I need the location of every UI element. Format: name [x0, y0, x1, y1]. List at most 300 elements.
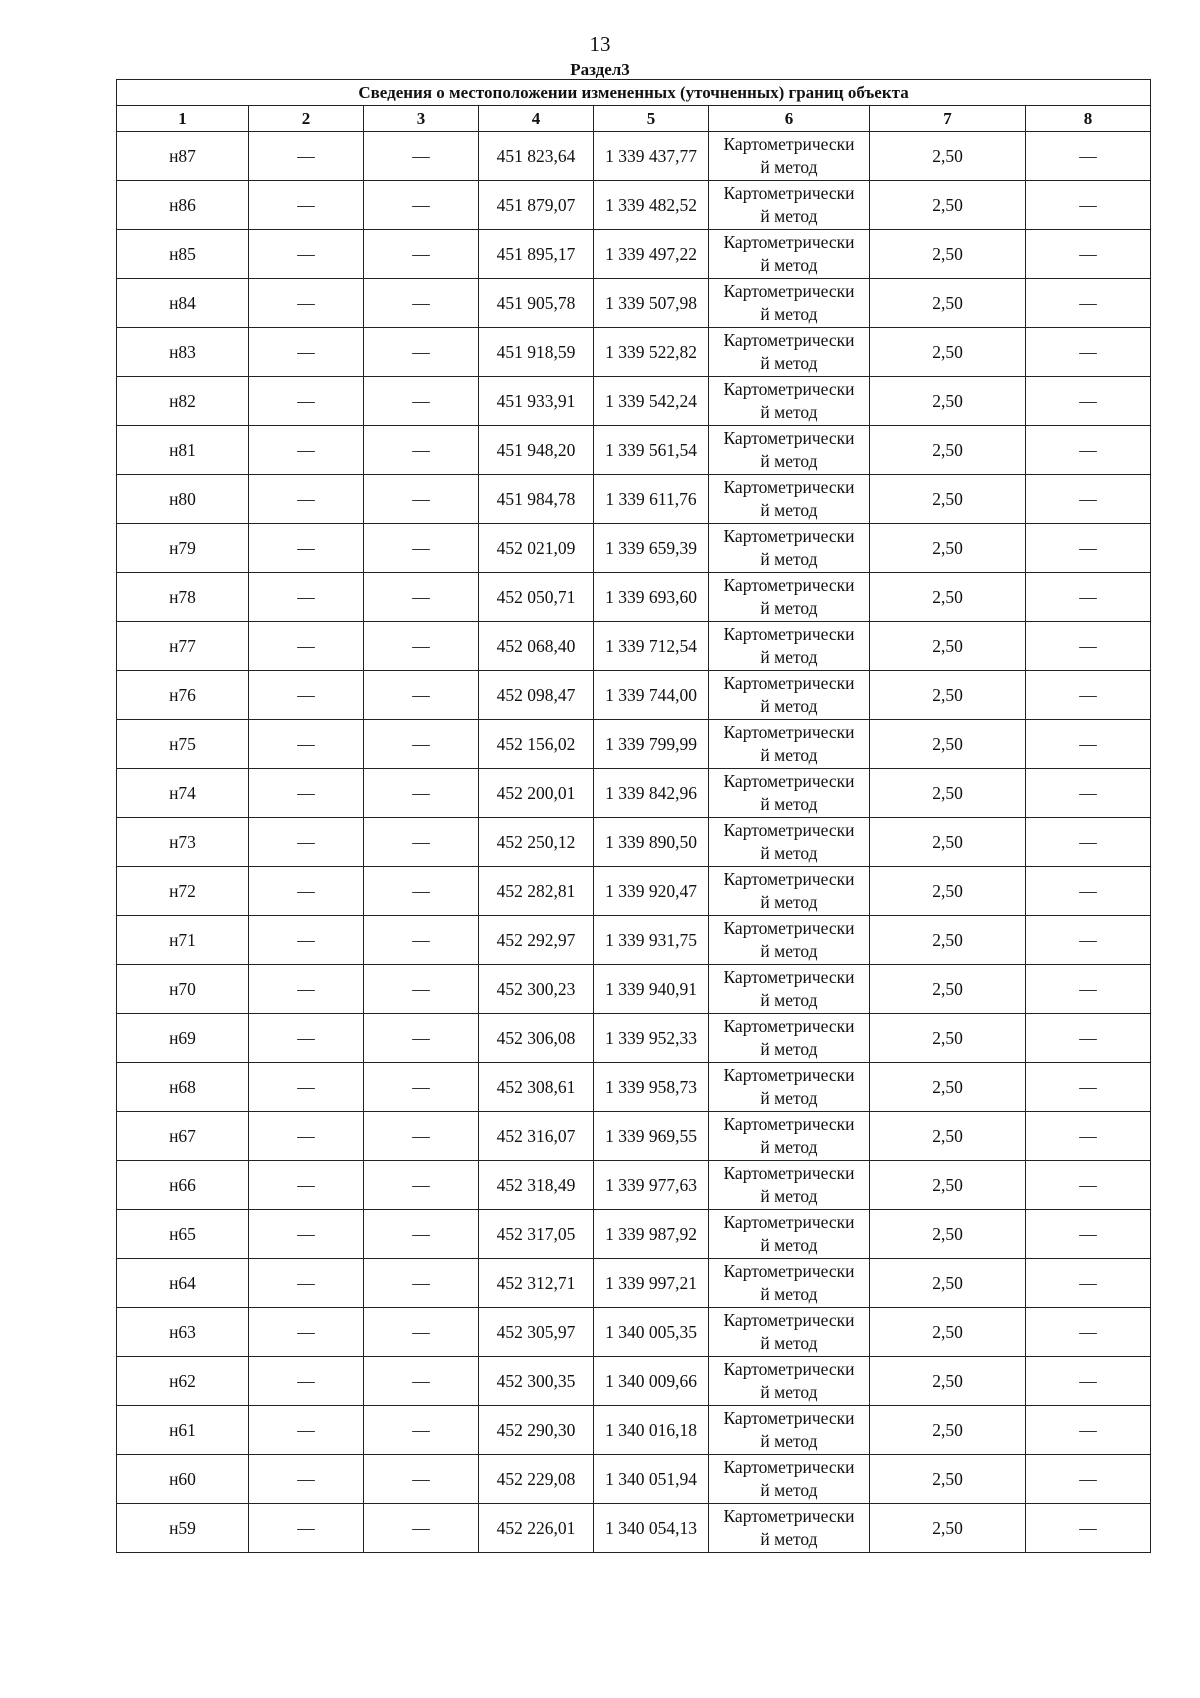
- table-row: [117, 818, 1151, 867]
- accuracy-cell: 2,50: [870, 769, 1026, 818]
- method-cell: [709, 1406, 870, 1455]
- table-row: [117, 475, 1151, 524]
- x-coordinate-cell: 452 229,08: [479, 1455, 594, 1504]
- y-coordinate-cell: 1 339 958,73: [594, 1063, 709, 1112]
- method-cell: [709, 377, 870, 426]
- x-coordinate-cell: 451 984,78: [479, 475, 594, 524]
- point-id-cell: н64: [117, 1259, 249, 1308]
- method-line: й метод: [760, 1480, 818, 1500]
- method-cell: [709, 1063, 870, 1112]
- x-coordinate-cell: 452 312,71: [479, 1259, 594, 1308]
- method-cell: [709, 328, 870, 377]
- y-coordinate-cell: 1 339 611,76: [594, 475, 709, 524]
- method-line: Картометрически: [723, 1016, 855, 1036]
- method-line: й метод: [760, 1284, 818, 1304]
- table-caption: Сведения о местоположении измененных (уточненных) границ объекта: [117, 80, 1151, 106]
- accuracy-cell: 2,50: [870, 1308, 1026, 1357]
- method-cell: [709, 279, 870, 328]
- method-line: й метод: [760, 696, 818, 716]
- col3-cell: —: [364, 1357, 479, 1406]
- x-coordinate-cell: 452 292,97: [479, 916, 594, 965]
- method-line: Картометрически: [723, 1114, 855, 1134]
- accuracy-cell: 2,50: [870, 573, 1026, 622]
- y-coordinate-cell: 1 339 482,52: [594, 181, 709, 230]
- boundary-coordinates-table: [116, 79, 1151, 1553]
- col2-cell: —: [249, 916, 364, 965]
- accuracy-cell: 2,50: [870, 867, 1026, 916]
- col2-cell: —: [249, 671, 364, 720]
- col3-cell: —: [364, 720, 479, 769]
- table-row: [117, 1504, 1151, 1553]
- method-line: й метод: [760, 1186, 818, 1206]
- col8-cell: —: [1026, 1112, 1151, 1161]
- method-line: й метод: [760, 647, 818, 667]
- col3-cell: —: [364, 475, 479, 524]
- column-number-2: 2: [249, 106, 364, 132]
- table-row: [117, 230, 1151, 279]
- col8-cell: —: [1026, 622, 1151, 671]
- y-coordinate-cell: 1 339 997,21: [594, 1259, 709, 1308]
- accuracy-cell: 2,50: [870, 328, 1026, 377]
- method-line: Картометрически: [723, 477, 855, 497]
- point-id-cell: н85: [117, 230, 249, 279]
- x-coordinate-cell: 452 308,61: [479, 1063, 594, 1112]
- method-cell: [709, 769, 870, 818]
- point-id-cell: н75: [117, 720, 249, 769]
- accuracy-cell: 2,50: [870, 1063, 1026, 1112]
- method-cell: [709, 1161, 870, 1210]
- x-coordinate-cell: 452 282,81: [479, 867, 594, 916]
- col8-cell: —: [1026, 671, 1151, 720]
- table-row: [117, 1014, 1151, 1063]
- col2-cell: —: [249, 867, 364, 916]
- point-id-cell: н78: [117, 573, 249, 622]
- method-line: Картометрически: [723, 1212, 855, 1232]
- method-line: Картометрически: [723, 1261, 855, 1281]
- column-number-1: 1: [117, 106, 249, 132]
- method-line: й метод: [760, 598, 818, 618]
- col2-cell: —: [249, 279, 364, 328]
- method-line: Картометрически: [723, 1506, 855, 1526]
- method-line: й метод: [760, 255, 818, 275]
- table-row: [117, 426, 1151, 475]
- section-title: Раздел3: [570, 60, 630, 79]
- col3-cell: —: [364, 181, 479, 230]
- col3-cell: —: [364, 916, 479, 965]
- col3-cell: —: [364, 1455, 479, 1504]
- method-line: й метод: [760, 941, 818, 961]
- x-coordinate-cell: 452 050,71: [479, 573, 594, 622]
- accuracy-cell: 2,50: [870, 279, 1026, 328]
- point-id-cell: н67: [117, 1112, 249, 1161]
- y-coordinate-cell: 1 340 016,18: [594, 1406, 709, 1455]
- method-line: й метод: [760, 1333, 818, 1353]
- method-line: й метод: [760, 402, 818, 422]
- table-row: [117, 1161, 1151, 1210]
- accuracy-cell: 2,50: [870, 524, 1026, 573]
- col8-cell: —: [1026, 573, 1151, 622]
- table-row: [117, 622, 1151, 671]
- method-cell: [709, 1259, 870, 1308]
- point-id-cell: н73: [117, 818, 249, 867]
- method-line: й метод: [760, 500, 818, 520]
- col2-cell: —: [249, 1259, 364, 1308]
- x-coordinate-cell: 452 098,47: [479, 671, 594, 720]
- col8-cell: —: [1026, 230, 1151, 279]
- col8-cell: —: [1026, 1357, 1151, 1406]
- method-line: Картометрически: [723, 232, 855, 252]
- col2-cell: —: [249, 1014, 364, 1063]
- col2-cell: —: [249, 1455, 364, 1504]
- y-coordinate-cell: 1 339 987,92: [594, 1210, 709, 1259]
- accuracy-cell: 2,50: [870, 377, 1026, 426]
- table-row: [117, 1063, 1151, 1112]
- page-number: 13: [589, 32, 611, 56]
- x-coordinate-cell: 452 317,05: [479, 1210, 594, 1259]
- method-line: й метод: [760, 1431, 818, 1451]
- x-coordinate-cell: 452 318,49: [479, 1161, 594, 1210]
- x-coordinate-cell: 451 823,64: [479, 132, 594, 181]
- method-cell: [709, 818, 870, 867]
- col8-cell: —: [1026, 1308, 1151, 1357]
- col8-cell: —: [1026, 475, 1151, 524]
- col3-cell: —: [364, 524, 479, 573]
- column-number-8: 8: [1026, 106, 1151, 132]
- method-line: Картометрически: [723, 134, 855, 154]
- point-id-cell: н62: [117, 1357, 249, 1406]
- accuracy-cell: 2,50: [870, 965, 1026, 1014]
- method-line: Картометрически: [723, 820, 855, 840]
- method-line: Картометрически: [723, 330, 855, 350]
- y-coordinate-cell: 1 339 693,60: [594, 573, 709, 622]
- point-id-cell: н87: [117, 132, 249, 181]
- col3-cell: —: [364, 769, 479, 818]
- method-line: й метод: [760, 451, 818, 471]
- y-coordinate-cell: 1 339 712,54: [594, 622, 709, 671]
- col2-cell: —: [249, 1308, 364, 1357]
- col3-cell: —: [364, 867, 479, 916]
- point-id-cell: н83: [117, 328, 249, 377]
- table-row: [117, 720, 1151, 769]
- method-line: й метод: [760, 157, 818, 177]
- col3-cell: —: [364, 622, 479, 671]
- col8-cell: —: [1026, 1014, 1151, 1063]
- col3-cell: —: [364, 279, 479, 328]
- col2-cell: —: [249, 524, 364, 573]
- col2-cell: —: [249, 475, 364, 524]
- method-line: Картометрически: [723, 722, 855, 742]
- x-coordinate-cell: 451 905,78: [479, 279, 594, 328]
- point-id-cell: н65: [117, 1210, 249, 1259]
- table-row: [117, 132, 1151, 181]
- col8-cell: —: [1026, 1504, 1151, 1553]
- y-coordinate-cell: 1 339 744,00: [594, 671, 709, 720]
- column-number-4: 4: [479, 106, 594, 132]
- col2-cell: —: [249, 769, 364, 818]
- method-cell: [709, 230, 870, 279]
- table-row: [117, 279, 1151, 328]
- point-id-cell: н72: [117, 867, 249, 916]
- col3-cell: —: [364, 1308, 479, 1357]
- accuracy-cell: 2,50: [870, 181, 1026, 230]
- col3-cell: —: [364, 230, 479, 279]
- method-cell: [709, 1308, 870, 1357]
- y-coordinate-cell: 1 340 054,13: [594, 1504, 709, 1553]
- accuracy-cell: 2,50: [870, 132, 1026, 181]
- point-id-cell: н63: [117, 1308, 249, 1357]
- y-coordinate-cell: 1 339 977,63: [594, 1161, 709, 1210]
- y-coordinate-cell: 1 340 009,66: [594, 1357, 709, 1406]
- point-id-cell: н61: [117, 1406, 249, 1455]
- x-coordinate-cell: 452 306,08: [479, 1014, 594, 1063]
- col3-cell: —: [364, 328, 479, 377]
- method-line: й метод: [760, 1382, 818, 1402]
- method-line: Картометрически: [723, 1408, 855, 1428]
- col8-cell: —: [1026, 916, 1151, 965]
- table-row: [117, 1357, 1151, 1406]
- col8-cell: —: [1026, 1455, 1151, 1504]
- method-cell: [709, 1210, 870, 1259]
- x-coordinate-cell: 451 918,59: [479, 328, 594, 377]
- accuracy-cell: 2,50: [870, 818, 1026, 867]
- col3-cell: —: [364, 426, 479, 475]
- x-coordinate-cell: 452 156,02: [479, 720, 594, 769]
- point-id-cell: н71: [117, 916, 249, 965]
- col2-cell: —: [249, 1063, 364, 1112]
- accuracy-cell: 2,50: [870, 720, 1026, 769]
- y-coordinate-cell: 1 339 920,47: [594, 867, 709, 916]
- point-id-cell: н70: [117, 965, 249, 1014]
- x-coordinate-cell: 452 300,35: [479, 1357, 594, 1406]
- method-cell: [709, 965, 870, 1014]
- col2-cell: —: [249, 328, 364, 377]
- col2-cell: —: [249, 1210, 364, 1259]
- col2-cell: —: [249, 818, 364, 867]
- method-line: Картометрически: [723, 673, 855, 693]
- method-cell: [709, 524, 870, 573]
- accuracy-cell: 2,50: [870, 1504, 1026, 1553]
- table-row: [117, 1308, 1151, 1357]
- col8-cell: —: [1026, 867, 1151, 916]
- point-id-cell: н81: [117, 426, 249, 475]
- method-line: Картометрически: [723, 918, 855, 938]
- method-line: й метод: [760, 843, 818, 863]
- accuracy-cell: 2,50: [870, 1259, 1026, 1308]
- method-cell: [709, 1504, 870, 1553]
- y-coordinate-cell: 1 339 542,24: [594, 377, 709, 426]
- y-coordinate-cell: 1 339 497,22: [594, 230, 709, 279]
- column-number-row: [117, 106, 1151, 132]
- method-line: Картометрически: [723, 379, 855, 399]
- point-id-cell: н76: [117, 671, 249, 720]
- accuracy-cell: 2,50: [870, 1455, 1026, 1504]
- col2-cell: —: [249, 132, 364, 181]
- accuracy-cell: 2,50: [870, 1161, 1026, 1210]
- col8-cell: —: [1026, 1406, 1151, 1455]
- table-row: [117, 377, 1151, 426]
- col2-cell: —: [249, 377, 364, 426]
- method-cell: [709, 1112, 870, 1161]
- col8-cell: —: [1026, 769, 1151, 818]
- col2-cell: —: [249, 426, 364, 475]
- method-line: Картометрически: [723, 1163, 855, 1183]
- table-row: [117, 1112, 1151, 1161]
- x-coordinate-cell: 451 895,17: [479, 230, 594, 279]
- col2-cell: —: [249, 573, 364, 622]
- table-row: [117, 769, 1151, 818]
- point-id-cell: н82: [117, 377, 249, 426]
- accuracy-cell: 2,50: [870, 916, 1026, 965]
- x-coordinate-cell: 451 948,20: [479, 426, 594, 475]
- method-line: й метод: [760, 549, 818, 569]
- method-line: Картометрически: [723, 1065, 855, 1085]
- col3-cell: —: [364, 818, 479, 867]
- col8-cell: —: [1026, 524, 1151, 573]
- method-cell: [709, 1014, 870, 1063]
- col3-cell: —: [364, 1210, 479, 1259]
- x-coordinate-cell: 452 250,12: [479, 818, 594, 867]
- y-coordinate-cell: 1 339 842,96: [594, 769, 709, 818]
- method-line: Картометрически: [723, 428, 855, 448]
- method-cell: [709, 720, 870, 769]
- col8-cell: —: [1026, 279, 1151, 328]
- col8-cell: —: [1026, 965, 1151, 1014]
- col3-cell: —: [364, 1259, 479, 1308]
- col8-cell: —: [1026, 328, 1151, 377]
- method-line: й метод: [760, 1235, 818, 1255]
- method-line: й метод: [760, 353, 818, 373]
- y-coordinate-cell: 1 339 940,91: [594, 965, 709, 1014]
- accuracy-cell: 2,50: [870, 426, 1026, 475]
- method-cell: [709, 426, 870, 475]
- col2-cell: —: [249, 965, 364, 1014]
- method-line: Картометрически: [723, 575, 855, 595]
- method-line: Картометрически: [723, 967, 855, 987]
- col3-cell: —: [364, 1504, 479, 1553]
- col3-cell: —: [364, 132, 479, 181]
- point-id-cell: н84: [117, 279, 249, 328]
- column-number-3: 3: [364, 106, 479, 132]
- method-line: Картометрически: [723, 526, 855, 546]
- col8-cell: —: [1026, 720, 1151, 769]
- accuracy-cell: 2,50: [870, 475, 1026, 524]
- y-coordinate-cell: 1 339 799,99: [594, 720, 709, 769]
- point-id-cell: н59: [117, 1504, 249, 1553]
- x-coordinate-cell: 452 226,01: [479, 1504, 594, 1553]
- method-line: й метод: [760, 1039, 818, 1059]
- col2-cell: —: [249, 622, 364, 671]
- method-line: Картометрически: [723, 771, 855, 791]
- x-coordinate-cell: 451 879,07: [479, 181, 594, 230]
- y-coordinate-cell: 1 340 005,35: [594, 1308, 709, 1357]
- col2-cell: —: [249, 1406, 364, 1455]
- col3-cell: —: [364, 671, 479, 720]
- table-row: [117, 671, 1151, 720]
- method-cell: [709, 181, 870, 230]
- col8-cell: —: [1026, 1210, 1151, 1259]
- accuracy-cell: 2,50: [870, 1112, 1026, 1161]
- table-row: [117, 1406, 1151, 1455]
- method-line: й метод: [760, 1088, 818, 1108]
- col8-cell: —: [1026, 1161, 1151, 1210]
- col8-cell: —: [1026, 426, 1151, 475]
- x-coordinate-cell: 452 305,97: [479, 1308, 594, 1357]
- table-row: [117, 573, 1151, 622]
- point-id-cell: н79: [117, 524, 249, 573]
- y-coordinate-cell: 1 339 561,54: [594, 426, 709, 475]
- point-id-cell: н74: [117, 769, 249, 818]
- x-coordinate-cell: 452 300,23: [479, 965, 594, 1014]
- point-id-cell: н60: [117, 1455, 249, 1504]
- col3-cell: —: [364, 965, 479, 1014]
- y-coordinate-cell: 1 339 522,82: [594, 328, 709, 377]
- y-coordinate-cell: 1 339 890,50: [594, 818, 709, 867]
- col2-cell: —: [249, 181, 364, 230]
- accuracy-cell: 2,50: [870, 622, 1026, 671]
- table-row: [117, 1259, 1151, 1308]
- table-body: [117, 132, 1151, 1553]
- col3-cell: —: [364, 1063, 479, 1112]
- y-coordinate-cell: 1 339 507,98: [594, 279, 709, 328]
- col3-cell: —: [364, 573, 479, 622]
- method-cell: [709, 1455, 870, 1504]
- col3-cell: —: [364, 1014, 479, 1063]
- x-coordinate-cell: 452 290,30: [479, 1406, 594, 1455]
- x-coordinate-cell: 452 021,09: [479, 524, 594, 573]
- col8-cell: —: [1026, 377, 1151, 426]
- table-row: [117, 965, 1151, 1014]
- col2-cell: —: [249, 230, 364, 279]
- y-coordinate-cell: 1 339 969,55: [594, 1112, 709, 1161]
- col2-cell: —: [249, 1112, 364, 1161]
- col8-cell: —: [1026, 181, 1151, 230]
- column-number-5: 5: [594, 106, 709, 132]
- col2-cell: —: [249, 720, 364, 769]
- point-id-cell: н69: [117, 1014, 249, 1063]
- table-row: [117, 328, 1151, 377]
- col8-cell: —: [1026, 1259, 1151, 1308]
- method-cell: [709, 916, 870, 965]
- col3-cell: —: [364, 1112, 479, 1161]
- column-number-6: 6: [709, 106, 870, 132]
- point-id-cell: н66: [117, 1161, 249, 1210]
- method-cell: [709, 1357, 870, 1406]
- x-coordinate-cell: 452 316,07: [479, 1112, 594, 1161]
- accuracy-cell: 2,50: [870, 1014, 1026, 1063]
- table-row: [117, 1455, 1151, 1504]
- method-line: й метод: [760, 206, 818, 226]
- x-coordinate-cell: 452 068,40: [479, 622, 594, 671]
- col3-cell: —: [364, 377, 479, 426]
- method-cell: [709, 867, 870, 916]
- method-line: Картометрически: [723, 1310, 855, 1330]
- method-line: й метод: [760, 794, 818, 814]
- table-row: [117, 916, 1151, 965]
- table-row: [117, 181, 1151, 230]
- method-line: Картометрически: [723, 1359, 855, 1379]
- method-cell: [709, 622, 870, 671]
- y-coordinate-cell: 1 340 051,94: [594, 1455, 709, 1504]
- method-line: й метод: [760, 1529, 818, 1549]
- col2-cell: —: [249, 1504, 364, 1553]
- method-line: Картометрически: [723, 869, 855, 889]
- col8-cell: —: [1026, 132, 1151, 181]
- method-line: й метод: [760, 990, 818, 1010]
- method-line: Картометрически: [723, 183, 855, 203]
- col3-cell: —: [364, 1161, 479, 1210]
- method-line: й метод: [760, 1137, 818, 1157]
- method-line: й метод: [760, 745, 818, 765]
